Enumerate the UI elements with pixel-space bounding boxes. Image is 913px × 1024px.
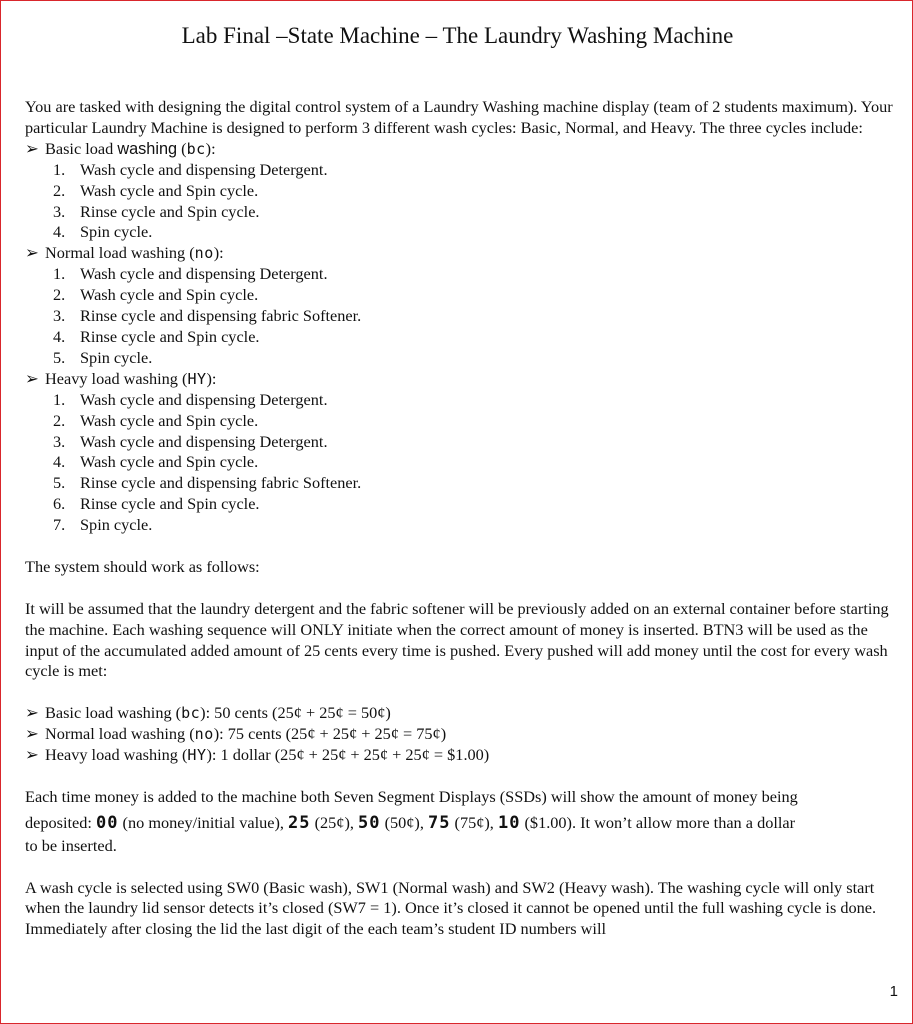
cycle-basic-steps	[25, 160, 897, 244]
money-paragraph: It will be assumed that the laundry detergent and the fabric softener will be previously added on an external container before starting the machine. Each washing sequence will ONLY initiate when the correct amount of money is inserted. BTN3 will be used as the input of the accumulated added amount of 25 cents every time is pushed. Every pushed will add money until the cost for every wash cycle is met:	[25, 598, 889, 681]
cycle-normal-steps	[25, 264, 897, 369]
ssd-value-25: 25	[288, 812, 311, 833]
list-item: 6. Rinse cycle and Spin cycle.	[53, 494, 260, 514]
ssd-value-50: 50	[358, 812, 381, 833]
works-as-heading: The system should work as follows:	[25, 556, 260, 576]
cycle-basic-heading: ➢ Basic load washing (bc):	[25, 138, 216, 158]
ssd-code: HY	[187, 369, 207, 388]
list-item: 2. Wash cycle and Spin cycle.	[53, 410, 259, 430]
cost-basic: ➢ Basic load washing (bc): 50 cents (25¢ + 25¢ = 50¢)	[25, 703, 391, 723]
intro-paragraph: You are tasked with designing the digital control system of a Laundry Washing machine display (team of 2 students maximum). Your particular Laundry Machine is designed to perform 3 different wash cycles: Basic, Normal, and Heavy. The three cycles include:	[25, 97, 893, 137]
list-item: 4. Spin cycle.	[53, 222, 153, 242]
cycle-normal-heading: ➢ Normal load washing (no):	[25, 243, 224, 263]
ssd-code: bc	[181, 704, 201, 723]
list-item: 5. Rinse cycle and dispensing fabric Softener.	[53, 473, 362, 493]
arrow-bullet-icon: ➢	[25, 703, 39, 723]
arrow-bullet-icon: ➢	[25, 745, 39, 765]
arrow-bullet-icon: ➢	[25, 243, 39, 263]
ssd-paragraph: Each time money is added to the machine both Seven Segment Displays (SSDs) will show the amount of money being deposited: 00 (no money/initial value), 25 (25¢), 50 (50¢), 75 (75¢), 10 ($1.00). It won’t allow more than a dollar to be inserted.	[25, 786, 798, 855]
page-title: Lab Final –State Machine – The Laundry Washing Machine	[181, 23, 734, 48]
ssd-code: no	[194, 725, 214, 744]
document-body	[25, 97, 897, 940]
ssd-code: bc	[186, 139, 206, 158]
list-item: 3. Rinse cycle and Spin cycle.	[53, 201, 260, 221]
list-item: 2. Wash cycle and Spin cycle.	[53, 285, 259, 305]
ssd-code: no	[194, 244, 214, 263]
arrow-bullet-icon: ➢	[25, 138, 39, 158]
arrow-bullet-icon: ➢	[25, 368, 39, 388]
page-number: 1	[889, 983, 898, 1000]
list-item: 3. Rinse cycle and dispensing fabric Softener.	[53, 306, 362, 326]
list-item: 4. Wash cycle and Spin cycle.	[53, 452, 259, 472]
list-item: 4. Rinse cycle and Spin cycle.	[53, 326, 260, 346]
list-item: 2. Wash cycle and Spin cycle.	[53, 180, 259, 200]
ssd-value-10: 10	[497, 812, 521, 833]
list-item: 1. Wash cycle and dispensing Detergent.	[53, 159, 328, 179]
list-item: 1. Wash cycle and dispensing Detergent.	[53, 264, 328, 284]
cost-normal: ➢ Normal load washing (no): 75 cents (25¢ + 25¢ + 25¢ = 75¢)	[25, 724, 447, 744]
cost-heavy: ➢ Heavy load washing (HY): 1 dollar (25¢ + 25¢ + 25¢ + 25¢ = $1.00)	[25, 745, 490, 765]
list-item: 7. Spin cycle.	[53, 515, 153, 535]
ssd-value-75: 75	[427, 812, 451, 833]
list-item: 5. Spin cycle.	[53, 347, 153, 367]
list-item: 1. Wash cycle and dispensing Detergent.	[53, 389, 328, 409]
select-paragraph: A wash cycle is selected using SW0 (Basic wash), SW1 (Normal wash) and SW2 (Heavy wash). The washing cycle will only start when the laundry lid sensor detects it’s closed (SW7 = 1). Once it’s closed it cannot be opened until the full washing cycle is done. Immediately after closing the lid the last digit of the each team’s student ID numbers will	[25, 877, 877, 939]
ssd-code: HY	[187, 746, 207, 765]
arrow-bullet-icon: ➢	[25, 724, 39, 744]
ssd-value-00: 00	[96, 812, 119, 833]
list-item: 3. Wash cycle and dispensing Detergent.	[53, 431, 328, 451]
cycle-heavy-steps	[25, 390, 897, 536]
cycle-heavy-heading: ➢ Heavy load washing (HY):	[25, 368, 217, 388]
